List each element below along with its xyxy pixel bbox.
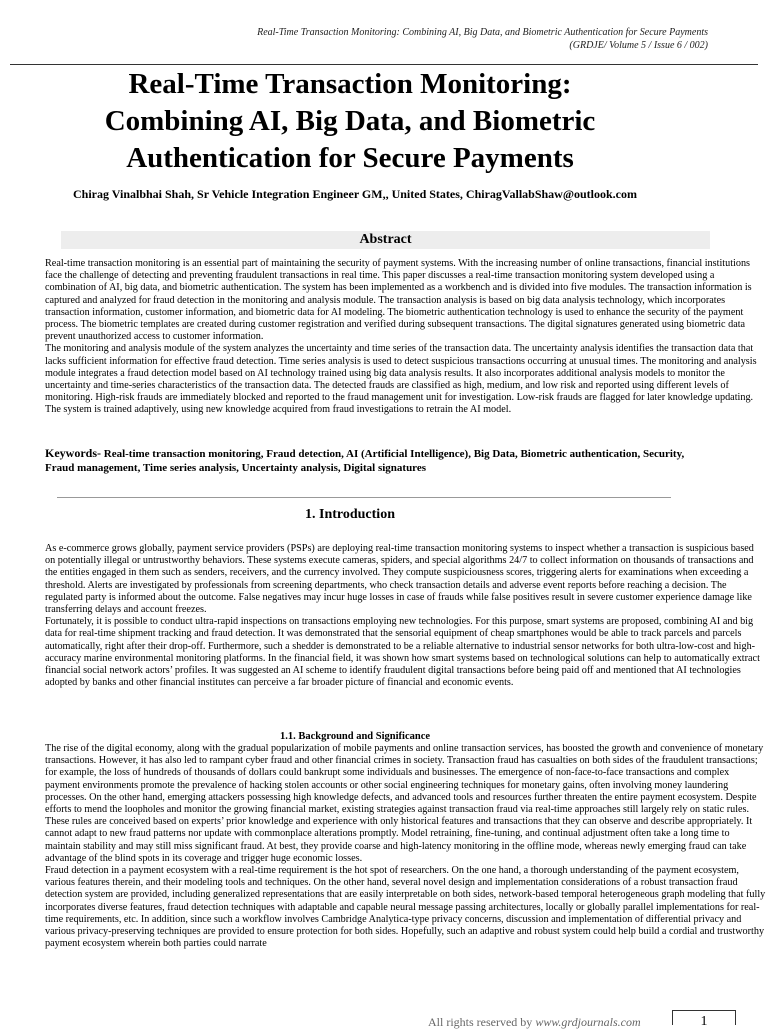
title-line-2: Combining AI, Big Data, and Biometric [104,105,596,137]
abstract-body [45,258,766,417]
keywords-label: Keywords- [45,446,101,460]
body-paragraph: Fortunately, it is possible to conduct ultra-rapid inspections on transactions employing new technologies. For this purpose, smart systems are proposed, combining AI and big data for real-time shipment tracking and fraud detection. It was demonstrated that the sensorial equipment of cheap smartphones would be able to track parcels and parcels automatically, right after their drop-off. Furthermore, such a shedder is demonstrated to be a reliable alternative to industrial sensor networks for both ultra-low-cost and high-accuracy marine environmental monitoring platforms. In the financial field, it was shown how smart systems based on technological solutions can help to automatically extract financial social network actors’ profiles. It was suggested an AI scheme to identify fraudulent digital transactions before being paid off and mentioned that AI technologies adopted by banks and other financial institutes can perceive a far broader picture of financial and economic events. [45,616,760,689]
abstract-paragraph: Real-time transaction monitoring is an essential part of maintaining the security of payment systems. With the increasing number of online transactions, financial institutions face the challenge of detecting and preventing fraudulent transactions in real time. This paper discusses a real-time transaction monitoring system developed using a combination of AI, big data, and biometric authentication. The system has been implemented as a workbench and is divided into five modules. The transaction information is captured and analyzed for fraud detection in the monitoring and analysis module. The transaction analysis is based on big data analysis technology, which incorporates transaction information, customer information, and biometric data for AI modeling. The biometric authentication technology is used to enhance the security of the payment process. The biometric templates are created during customer registration and verified during subsequent transactions. The digital signatures generated using biometric data prevent unauthorized access to customer information. [45,258,752,343]
background-body [45,743,766,950]
running-header [88,26,708,52]
running-title: Real-Time Transaction Monitoring: Combining AI, Big Data, and Biometric Authentication for Secure Payments [257,27,708,38]
paper-title [50,66,650,177]
page-number: 1 [672,1010,736,1025]
journal-site-link[interactable]: www.grdjournals.com [535,1015,641,1029]
journal-reference: (GRDJE/ Volume 5 / Issue 6 / 002) [569,40,708,51]
rights-text: All rights reserved by [428,1015,536,1029]
introduction-body [45,543,766,689]
section-heading-introduction: 1. Introduction [305,507,395,522]
body-paragraph: Fraud detection in a payment ecosystem with a real-time requirement is the hot spot of researchers. On the one hand, a thorough understanding of the payment ecosystem, various features therein, and their modeling tools and techniques. On the other hand, several novel design and implementation considerations of a robust transaction fraud detection system are provided, including generalized representations that are easily interpretable on both sides, network-based temporal heterogeneous graph modeling that fully incorporates diverse features, fraud detection techniques with adaptable and capable neural message passing architectures, locally or globally parallel implementations for real-time requirements, etc. In addition, since such a workflow involves Cambridge Analytica-type privacy concerns, discussion and implementation of differential privacy and various privacy-preserving techniques are provided to ensure protection for both sides. Hopefully, such an adaptive and robust system could help build a cordial and trustworthy payment ecosystem wherein both parties could narrate [45,865,766,950]
abstract-heading: Abstract [61,231,710,249]
body-paragraph: As e-commerce grows globally, payment service providers (PSPs) are deploying real-time transaction monitoring systems to inspect whether a transaction is suspicious based on potentially illegal or untrustworthy behaviors. These systems execute cameras, spiders, and special algorithms 24/7 to collect information on thousands of transactions and the entities engaged in them such as senders, receivers, and the currency involved. They compute suspiciousness scores, triggering alerts for examinations when exceeding a threshold. Alerts are investigated by professionals from screening departments, who check transaction details and adverse event reports before reaching a decision. The regulated party is informed about the outcome. False negatives may incur huge losses in case of frauds while false positives result in severe customer experience damage like transferring delays and account freezes. [45,543,754,616]
author-line: Chirag Vinalbhai Shah, Sr Vehicle Integration Engineer GM,, United States, ChiragVallabShaw@outlook.com [72,187,638,201]
body-paragraph: The rise of the digital economy, along with the gradual popularization of mobile payments and online transaction services, has boosted the growth and convenience of monetary transactions. However, it has also led to rampant cyber fraud and other financial crimes in society. Transaction fraud has casualties on both sides of the fraudulent transactions; for example, the loss of hundreds of thousands of dollars could bankrupt some individuals and businesses. The emergence of non-face-to-face transactions and complex payment environments promote the prevalence of hacking stolen accounts or other social engineering techniques for monetary gains, often involving money laundering processes. On the other hand, emerging attackers possessing high knowledge defects, and advanced tools and resources further threaten the entire payment ecosystem. Despite efforts to mend the loopholes and monitor the growing financial market, existing strategies against transaction fraud via real-time approaches still largely rely on static rules. These rules are conceived based on experts’ prior knowledge and experience with only historical features and transactions that they can observe and describe appropriately. It cannot adapt to new fraud patterns nor update with commonplace alterations promptly. Model retraining, fine-tuning, and continual adjustment often take a long time to maintain stability and may still miss significant fraud. At best, they provide coarse and high-latency monitoring in the offline mode, whereas newly emerging fraud can take advantage of the blind spots in its coverage and trigger huge economic losses. [45,743,764,864]
subsection-heading-background: 1.1. Background and Significance [279,731,431,742]
title-line-3: Authentication for Secure Payments [126,142,574,174]
abstract-paragraph: The monitoring and analysis module of the system analyzes the uncertainty and time series of the transaction data. The uncertainty analysis identifies the transaction data that lacks sufficient information for effective fraud detection. Time series analysis is used to detect suspicious transactions occurring at unusual times. The monitoring and analysis module integrates a fraud detection model based on AI technology trained using big data analysis results. It also incorporates additional analysis models to monitor the uncertainty and time-series characteristics of the transaction data. The detected frauds are classified as high, medium, and low risk and reported using different levels of monitoring. High-risk frauds are immediately blocked and reported to the fraud management unit for investigation. Low-risk frauds are flagged for later knowledge updating. The system is trained adaptively, using new knowledge acquired from fraud investigations to retrain the AI model. [45,343,757,416]
section-divider [57,497,671,498]
footer-rights [428,1015,641,1029]
keywords [45,446,685,475]
header-rule [10,64,758,65]
title-line-1: Real-Time Transaction Monitoring: [128,68,572,100]
keywords-text: Real-time transaction monitoring, Fraud detection, AI (Artificial Intelligence), Big Data, Biometric authentication, Security, Fraud management, Time series analysis, Uncertainty analysis, Digital signatures [45,448,685,474]
